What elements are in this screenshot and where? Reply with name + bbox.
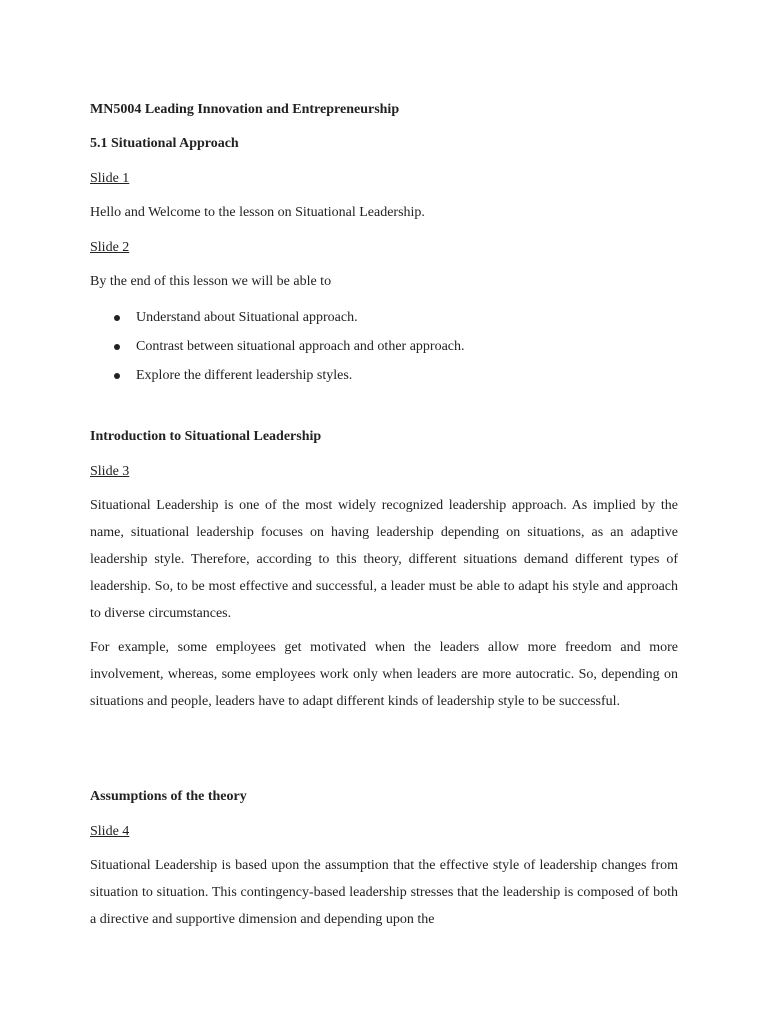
list-item	[90, 367, 678, 396]
objective-text: Contrast between situational approach and other approach.	[136, 339, 465, 354]
section-title: 5.1 Situational Approach	[90, 136, 239, 151]
bullet-icon	[114, 315, 120, 321]
bullet-icon	[114, 373, 120, 379]
list-item	[90, 309, 678, 338]
objectives-list	[90, 309, 678, 396]
slide-3-label: Slide 3	[90, 464, 130, 479]
objective-text: Explore the different leadership styles.	[136, 368, 353, 383]
slide-1-label: Slide 1	[90, 171, 130, 186]
assumptions-heading: Assumptions of the theory	[90, 789, 247, 804]
slide-2-label: Slide 2	[90, 240, 130, 255]
slide-2-intro: By the end of this lesson we will be able to	[90, 274, 332, 289]
course-title: MN5004 Leading Innovation and Entrepreneurship	[90, 102, 400, 117]
assumptions-paragraph-1: Situational Leadership is based upon the assumption that the effective style of leadership changes from situation to situation. This contingency-based leadership stresses that the leadership is composed of both a directive and supportive dimension and depending upon the	[90, 858, 678, 927]
slide-4-label: Slide 4	[90, 824, 130, 839]
intro-paragraph-2: For example, some employees get motivated when the leaders allow more freedom and more involvement, whereas, some employees work only when leaders are more autocratic. So, depending on situations and people, leaders have to adapt different kinds of leadership style to be successful.	[90, 640, 678, 709]
slide-1-text: Hello and Welcome to the lesson on Situational Leadership.	[90, 205, 425, 220]
intro-heading: Introduction to Situational Leadership	[90, 429, 322, 444]
objective-text: Understand about Situational approach.	[136, 310, 358, 325]
intro-paragraph-1: Situational Leadership is one of the most widely recognized leadership approach. As implied by the name, situational leadership focuses on having leadership depending on situations, as an adaptive leadership style. Therefore, according to this theory, different situations demand different types of leadership. So, to be most effective and successful, a leader must be able to adapt his style and approach to diverse circumstances.	[90, 498, 678, 621]
bullet-icon	[114, 344, 120, 350]
list-item	[90, 338, 678, 367]
